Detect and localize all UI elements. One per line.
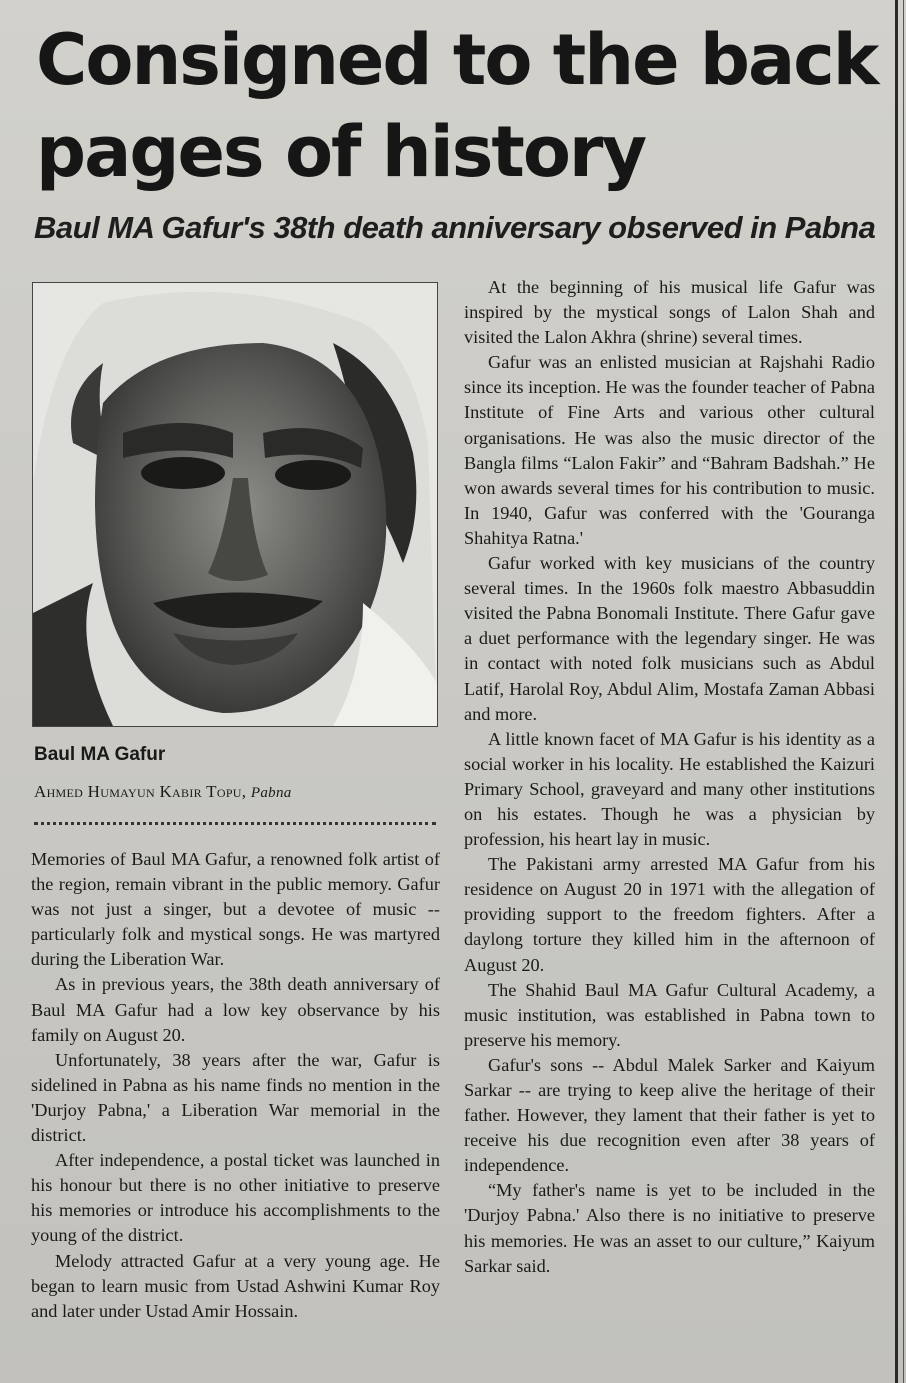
paragraph: At the beginning of his musical life Gafur was inspired by the mystical songs of Lalon Shah and visited the Lalon Akhra (shrine) several times. (464, 277, 875, 348)
column-rule-thin (903, 0, 904, 1383)
subheadline: Baul MA Gafur's 38th death anniversary observed in Pabna (34, 210, 876, 245)
portrait-illustration (33, 283, 437, 726)
paragraph: “My father's name is yet to be included in the 'Durjoy Pabna.' Also there is no initiative to preserve his memories. He was an asset to our culture,” Kaiyum Sarkar said. (464, 1180, 875, 1276)
paragraph: Memories of Baul MA Gafur, a renowned folk artist of the region, remain vibrant in the public memory. Gafur was not just a singer, but a devotee of music -- particularly folk and mystical songs. He was martyred during the Liberation War. (31, 849, 440, 970)
headline-line-2: pages of history (36, 111, 646, 193)
portrait-photo (32, 282, 438, 727)
paragraph: Unfortunately, 38 years after the war, Gafur is sidelined in Pabna as his name finds no mention in the 'Durjoy Pabna,' a Liberation War memorial in the district. (31, 1049, 440, 1146)
byline (34, 782, 292, 802)
paragraph: Gafur worked with key musicians of the country several times. In the 1960s folk maestro Abbasuddin visited the Pabna Bonomali Institute. There Gafur gave a duet performance with the legendary singer. He was in contact with noted folk musicians such as Abdul Latif, Harolal Roy, Abdul Alim, Mostafa Zaman Abbasi and more. (464, 553, 875, 724)
column-rule (895, 0, 898, 1383)
paragraph: Melody attracted Gafur at a very young age. He began to learn music from Ustad Ashwini Kumar Roy and later under Ustad Amir Hossain. (31, 1250, 440, 1321)
byline-location: Pabna (250, 785, 292, 801)
left-column (31, 847, 440, 1324)
headline-line-1: Consigned to the back (36, 19, 878, 101)
headline (36, 14, 886, 198)
paragraph: The Pakistani army arrested MA Gafur from his residence on August 20 in 1971 with the allegation of providing support to the freedom fighters. After a daylong torture they killed him in the afternoon of August 20. (464, 854, 875, 975)
right-column (464, 275, 875, 1279)
paragraph: A little known facet of MA Gafur is his identity as a social worker in his locality. He established the Kaizuri Primary School, graveyard and many other institutions on his estates. Though he was a physician by profession, his heart lay in music. (464, 728, 875, 850)
paragraph: After independence, a postal ticket was launched in his honour but there is no other initiative to preserve his memories or introduce his accomplishments to the young of the district. (31, 1150, 440, 1246)
paragraph: The Shahid Baul MA Gafur Cultural Academy, a music institution, was established in Pabna town to preserve his memory. (464, 979, 875, 1050)
byline-author: Ahmed Humayun Kabir Topu, (34, 782, 247, 801)
photo-caption: Baul MA Gafur (34, 744, 166, 765)
paragraph: Gafur's sons -- Abdul Malek Sarker and Kaiyum Sarkar -- are trying to keep alive the heritage of their father. However, they lament that their father is yet to receive his due recognition even after 38 years of independence. (464, 1054, 875, 1176)
dotted-divider (34, 822, 436, 825)
paragraph: Gafur was an enlisted musician at Rajshahi Radio since its inception. He was the founder teacher of Pabna Institute of Fine Arts and various other cultural organisations. He was also the music director of the Bangla films “Lalon Fakir” and “Bahram Badshah.” He won awards several times for his contribution to music. In 1940, Gafur was conferred with the 'Gouranga Shahitya Ratna.' (464, 352, 875, 548)
paragraph: As in previous years, the 38th death anniversary of Baul MA Gafur had a low key observance by his family on August 20. (31, 974, 440, 1045)
